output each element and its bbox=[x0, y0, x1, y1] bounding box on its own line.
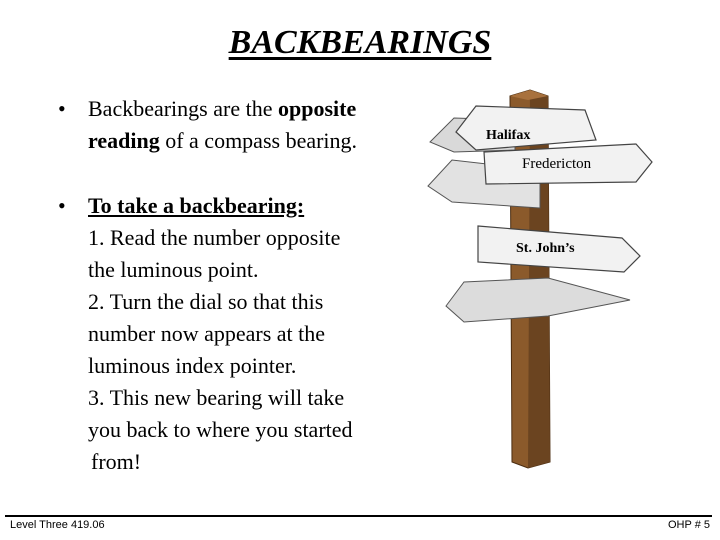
footer-divider bbox=[5, 515, 712, 517]
procedure-heading: To take a backbearing: bbox=[88, 193, 305, 218]
sign-fredericton-label: Fredericton bbox=[522, 156, 592, 172]
footer-course-code: Level Three 419.06 bbox=[10, 519, 105, 531]
procedure-line: you back to where you started bbox=[88, 417, 353, 442]
procedure-line: the luminous point. bbox=[88, 257, 259, 282]
sign-st-johns-label: St. John’s bbox=[516, 241, 575, 256]
procedure-line: 1. Read the number opposite bbox=[88, 225, 341, 250]
bullet-marker: • bbox=[58, 96, 66, 121]
signpost-sign-blank bbox=[446, 278, 630, 322]
definition-bold-reading: reading bbox=[88, 128, 160, 153]
footer-page-number: OHP # 5 bbox=[668, 519, 710, 531]
slide-title: BACKBEARINGS bbox=[228, 24, 492, 61]
definition-text-pre: Backbearings are the bbox=[88, 96, 278, 121]
bullet-marker: • bbox=[58, 193, 66, 218]
definition-bold-opposite: opposite bbox=[277, 96, 357, 121]
definition-text-post: of a compass bearing. bbox=[159, 128, 358, 153]
procedure-line: from! bbox=[91, 449, 142, 474]
procedure-line: number now appears at the bbox=[88, 321, 326, 346]
procedure-line: 2. Turn the dial so that this bbox=[88, 289, 324, 314]
procedure-line: luminous index pointer. bbox=[88, 353, 297, 378]
sign-halifax-label: Halifax bbox=[486, 128, 531, 143]
procedure-line: 3. This new bearing will take bbox=[88, 385, 345, 410]
